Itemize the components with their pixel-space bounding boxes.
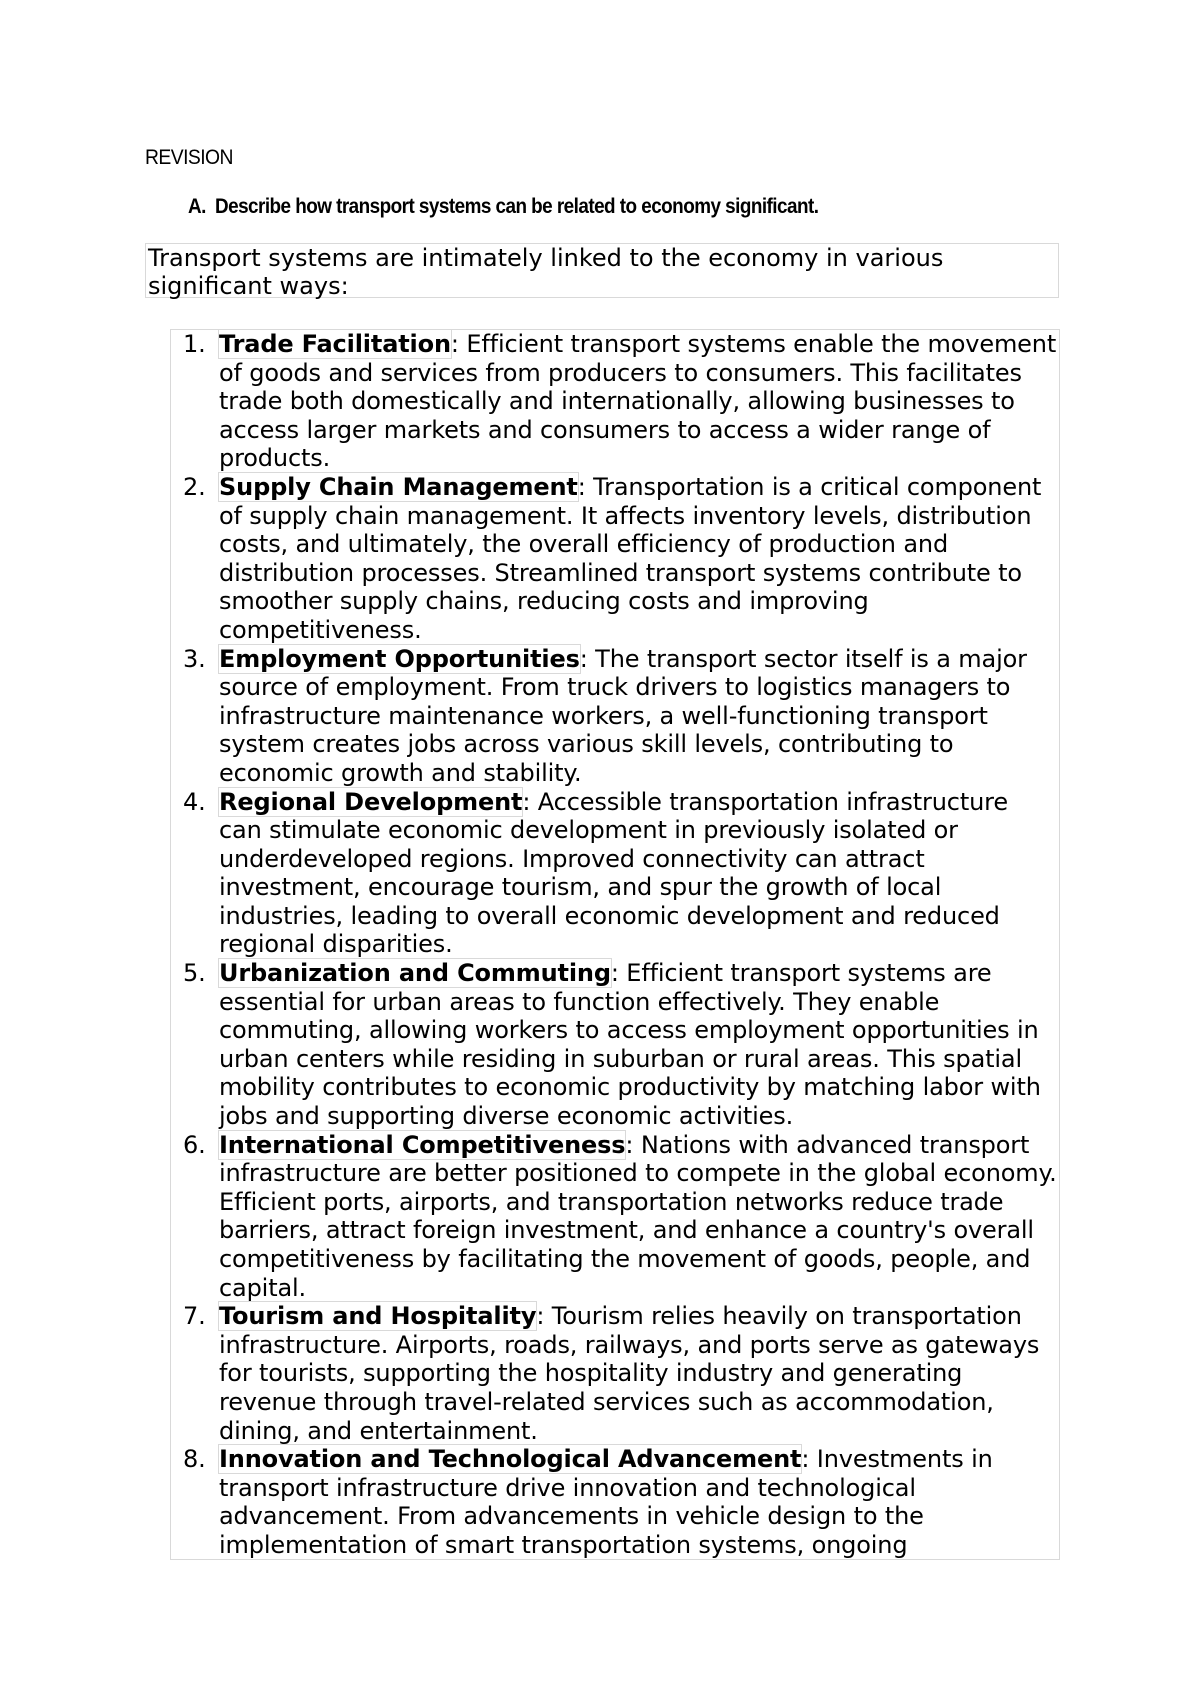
list-item — [171, 959, 1059, 1131]
item-number: 8. — [183, 1445, 206, 1474]
item-body: : Nations with advanced transport infrastructure are better positioned to compete in the global economy. Efficient ports, airports, and transportation networks reduce trade barriers, attract foreign investment, and enhance a country's overall competitiveness by facilitating the movement of goods, people, and capital. — [219, 1130, 1057, 1302]
list-item — [171, 473, 1059, 645]
numbered-list — [171, 330, 1059, 1560]
item-number: 7. — [183, 1302, 206, 1331]
question-letter: A. — [188, 195, 206, 218]
list-item — [171, 1302, 1059, 1445]
item-body: : Efficient transport systems enable the movement of goods and services from producers to consumers. This facilitates trade both domestically and internationally, allowing businesses to access larger markets and consumers to access a wider range of products. — [219, 330, 1057, 473]
item-title: Tourism and Hospitality — [219, 1302, 537, 1331]
list-item — [171, 788, 1059, 960]
item-body: : Accessible transportation infrastructure can stimulate economic development in previously isolated or underdeveloped regions. Improved connectivity can attract investment, encourage tourism, and spur the growth of local industries, leading to overall economic development and reduced regional disparities. — [219, 787, 1008, 959]
item-title: Employment Opportunities — [219, 644, 580, 673]
item-number: 6. — [183, 1130, 206, 1159]
numbered-list-box — [170, 329, 1060, 1560]
list-item — [171, 645, 1059, 788]
item-title: Urbanization and Commuting — [219, 959, 611, 988]
item-number: 3. — [183, 644, 206, 673]
item-body: : Tourism relies heavily on transportation infrastructure. Airports, roads, railways, and ports serve as gateways for tourists, supporting the hospitality industry and generating revenue through travel-related services such as accommodation, dining, and entertainment. — [219, 1302, 1040, 1445]
item-body: : Investments in transport infrastructure drive innovation and technological advancement. From advancements in vehicle design to the implementation of smart transportation systems, ongoing — [219, 1445, 993, 1559]
item-number: 1. — [183, 330, 206, 358]
list-item — [171, 330, 1059, 473]
item-number: 4. — [183, 787, 206, 816]
list-item — [171, 1445, 1059, 1559]
list-item — [171, 1131, 1059, 1303]
item-title: Regional Development — [219, 787, 523, 816]
item-body: : Transportation is a critical component of supply chain management. It affects inventory levels, distribution costs, and ultimately, the overall efficiency of production and distribution processes. Streamlined transport systems contribute to smoother supply chains, reducing costs and improving competitiveness. — [219, 472, 1042, 644]
item-number: 5. — [183, 959, 206, 988]
question-a — [188, 195, 818, 219]
item-body: : Efficient transport systems are essential for urban areas to function effectively. They enable commuting, allowing workers to access employment opportunities in urban centers while residing in suburban or rural areas. This spatial mobility contributes to economic productivity by matching labor with jobs and supporting diverse economic activities. — [219, 959, 1041, 1131]
item-title: Supply Chain Management — [219, 472, 578, 501]
item-title: Innovation and Technological Advancement — [219, 1445, 802, 1474]
item-body: : The transport sector itself is a major source of employment. From truck drivers to logistics managers to infrastructure maintenance workers, a well-functioning transport system creates jobs across various skill levels, contributing to economic growth and stability. — [219, 644, 1027, 787]
question-text: Describe how transport systems can be related to economy significant. — [215, 195, 819, 218]
item-number: 2. — [183, 472, 206, 501]
item-title: Trade Facilitation — [219, 330, 451, 358]
revision-heading: REVISION — [145, 146, 233, 169]
intro-paragraph: Transport systems are intimately linked to the economy in various significant ways: — [145, 243, 1059, 298]
item-title: International Competitiveness — [219, 1130, 626, 1159]
